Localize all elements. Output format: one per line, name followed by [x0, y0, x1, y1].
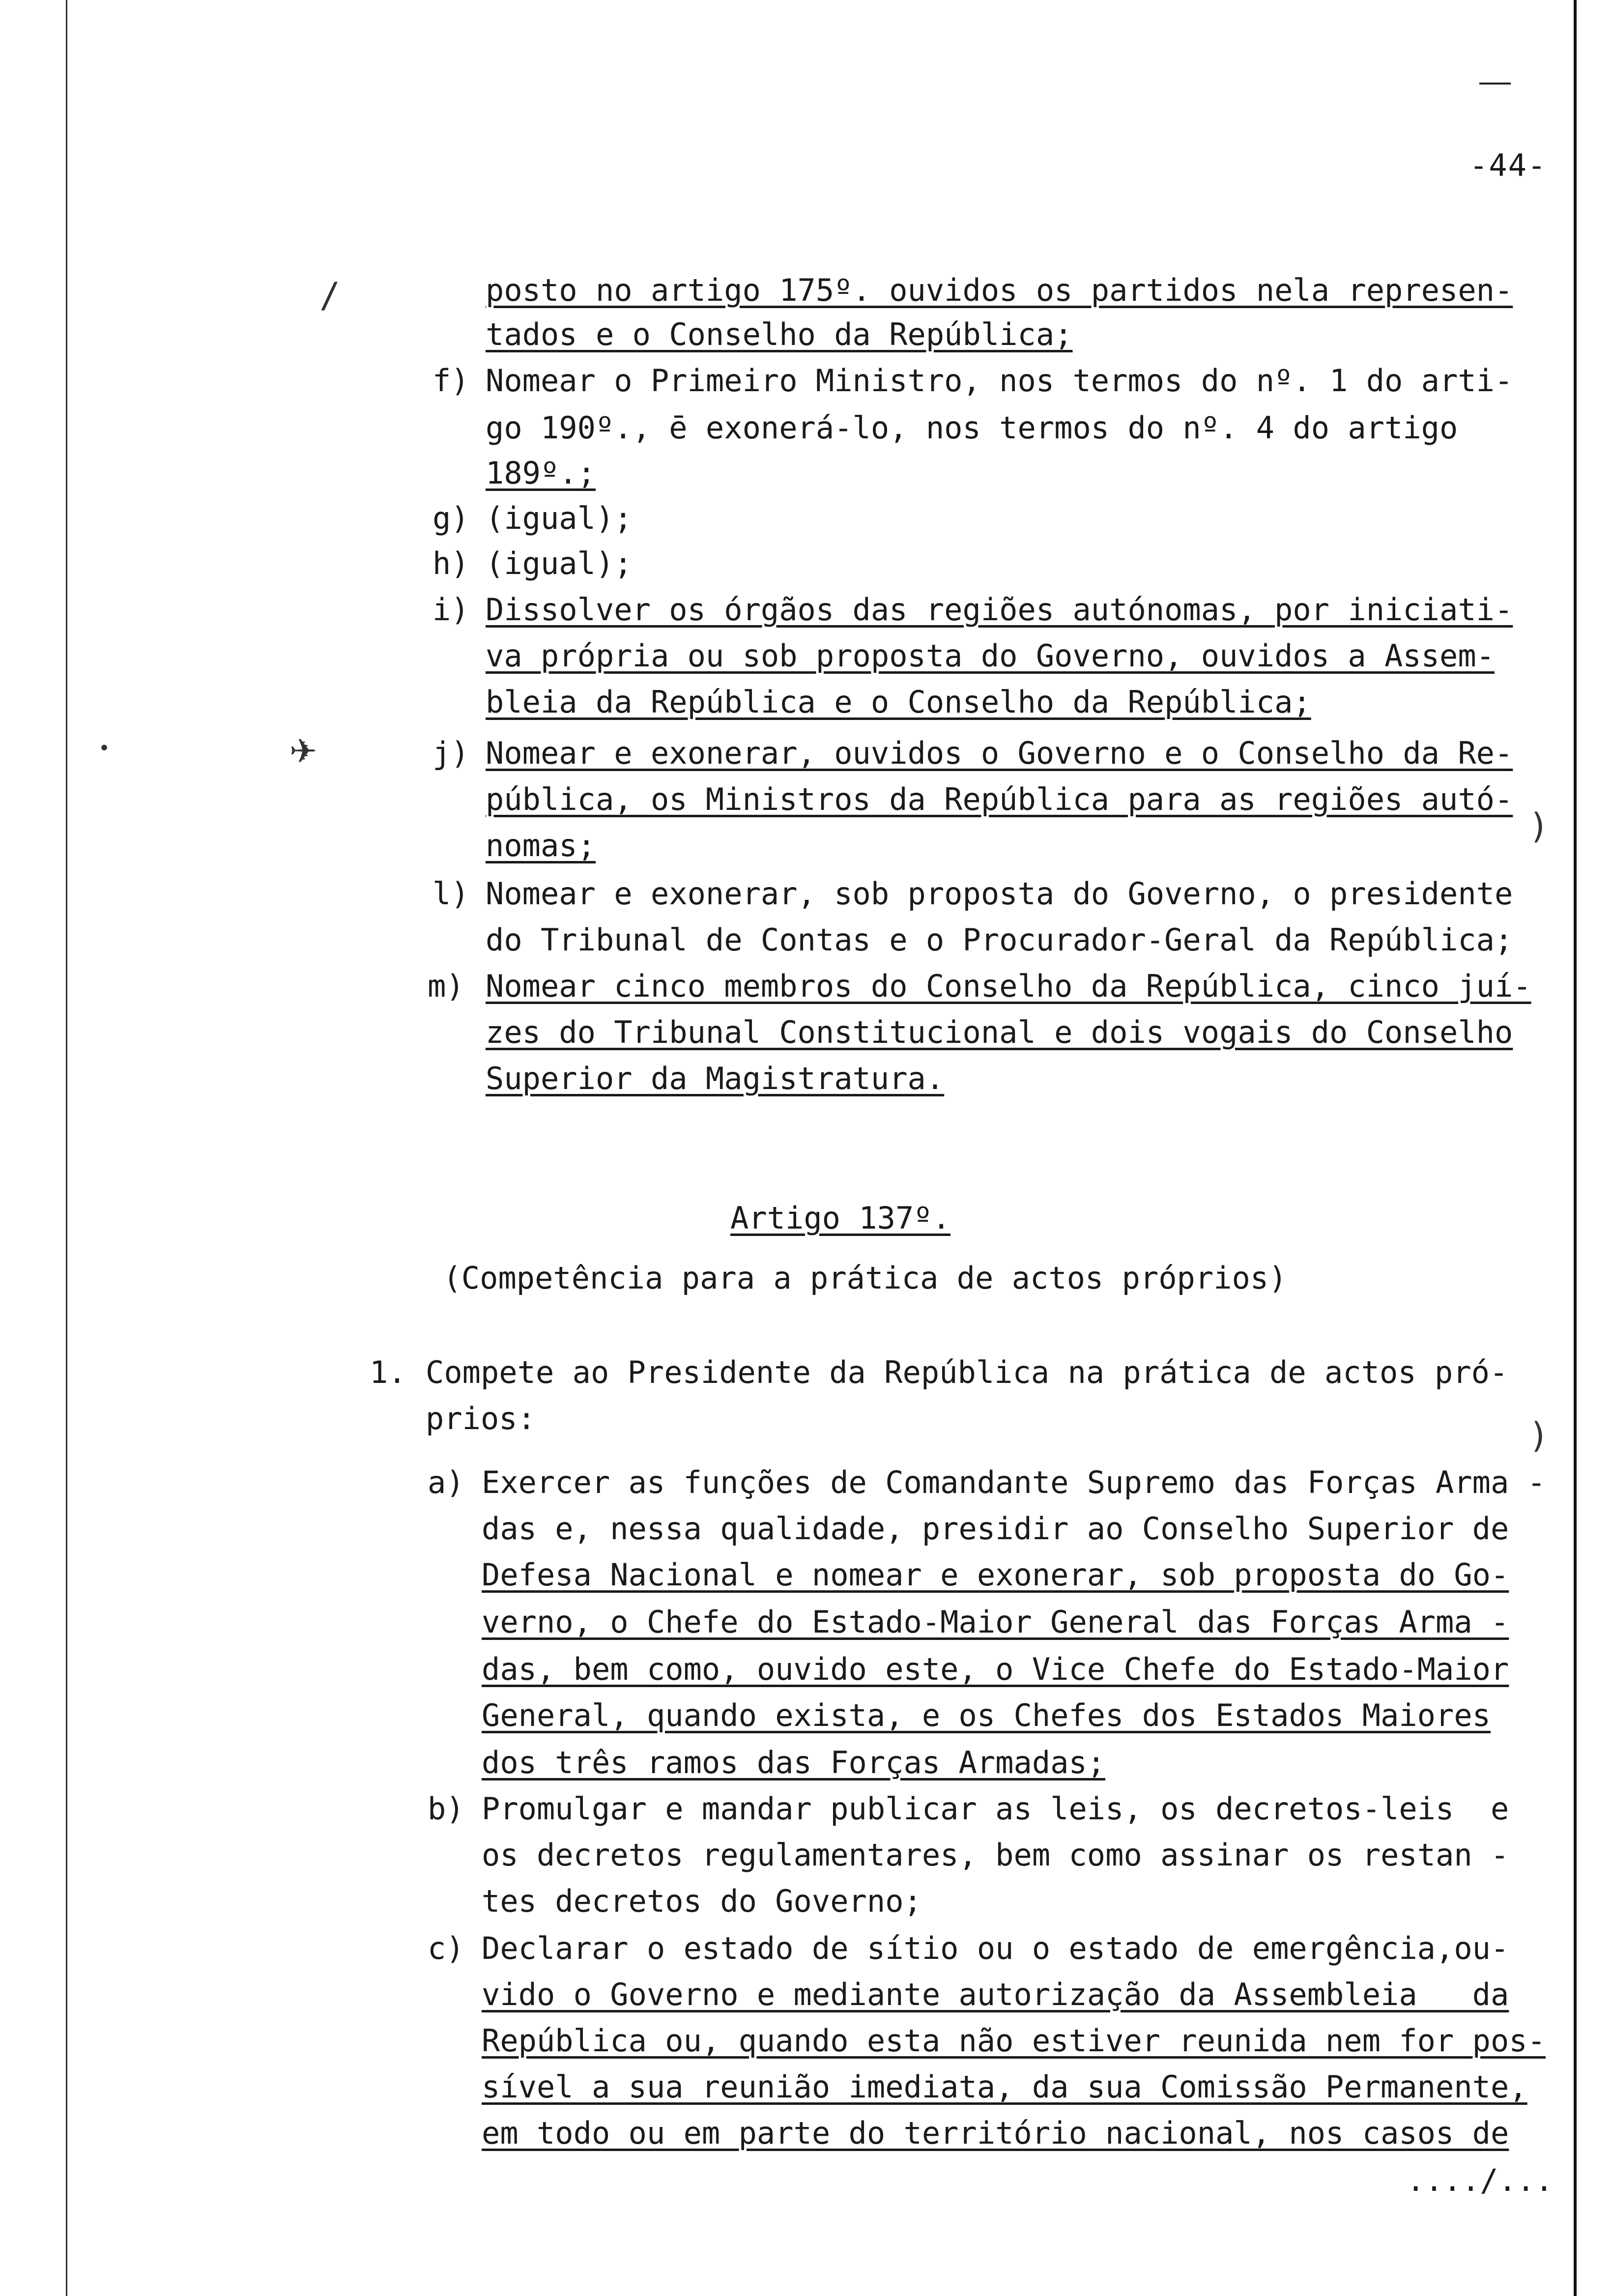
item-h-line-1: (igual);	[486, 545, 633, 581]
item-j-line-1: Nomear e exonerar, ouvidos o Governo e o Conselho da Re-	[486, 735, 1513, 771]
margin-paren-mark: )	[1528, 806, 1550, 846]
item-i-line-2: va própria ou sob proposta do Governo, ouvidos a Assem-	[486, 638, 1495, 674]
item-f-line-3: 189º.;	[486, 455, 596, 491]
margin-paren-mark-2: )	[1528, 1415, 1550, 1456]
page-number: -44-	[1469, 147, 1547, 183]
item-c-line-3: República ou, quando esta não estiver reunida nem for pos-	[482, 2023, 1546, 2059]
page-left-edge	[66, 0, 67, 2296]
top-line-2: tados e o Conselho da República;	[486, 316, 1073, 352]
item-j-line-2: pública, os Ministros da República para as regiões autó-	[486, 781, 1513, 817]
margin-dot-mark: •	[98, 737, 111, 760]
item-c-line-5: em todo ou em parte do território nacional, nos casos de	[482, 2115, 1509, 2151]
item-marker-b: b)	[428, 1791, 464, 1827]
item-g-line-1: (igual);	[486, 500, 633, 536]
item-f-line-1: Nomear o Primeiro Ministro, nos termos do nº. 1 do arti-	[486, 363, 1513, 399]
paragraph-marker-1: 1.	[370, 1354, 406, 1390]
item-marker-a: a)	[428, 1464, 464, 1500]
margin-arrow-mark: ✈	[290, 722, 317, 774]
top-dash-mark	[1479, 83, 1511, 85]
article-title: Artigo 137º.	[730, 1200, 950, 1236]
item-a-line-3: Defesa Nacional e nomear e exonerar, sob proposta do Go-	[482, 1557, 1509, 1593]
margin-tick-mark: /	[319, 275, 341, 316]
item-b-line-1: Promulgar e mandar publicar as leis, os decretos-leis e	[482, 1791, 1509, 1827]
page-right-edge	[1574, 0, 1577, 2296]
item-a-line-1: Exercer as funções de Comandante Supremo das Forças Arma -	[482, 1464, 1546, 1500]
item-marker-m: m)	[428, 968, 464, 1004]
item-a-line-6: General, quando exista, e os Chefes dos Estados Maiores	[482, 1697, 1491, 1733]
item-l-line-1: Nomear e exonerar, sob proposta do Governo, o presidente	[486, 876, 1513, 912]
item-marker-c: c)	[428, 1930, 464, 1966]
item-marker-f: f)	[432, 363, 469, 399]
paragraph-1-line-2: prios:	[426, 1401, 536, 1436]
top-line-1: posto no artigo 175º. ouvidos os partidos nela represen-	[486, 272, 1513, 308]
item-m-line-1: Nomear cinco membros do Conselho da República, cinco juí-	[486, 968, 1531, 1004]
item-m-line-2: zes do Tribunal Constitucional e dois vogais do Conselho	[486, 1014, 1513, 1050]
item-marker-i: i)	[432, 592, 469, 628]
item-m-line-3: Superior da Magistratura.	[486, 1061, 945, 1096]
item-marker-l: l)	[432, 876, 469, 912]
continuation-marker: ..../...	[1407, 2162, 1554, 2198]
item-a-line-5: das, bem como, ouvido este, o Vice Chefe do Estado-Maior	[482, 1651, 1509, 1687]
item-marker-g: g)	[432, 500, 469, 536]
item-i-line-3: bleia da República e o Conselho da República;	[486, 684, 1311, 720]
item-marker-h: h)	[432, 545, 469, 581]
item-a-line-2: das e, nessa qualidade, presidir ao Conselho Superior de	[482, 1511, 1509, 1547]
item-l-line-2: do Tribunal de Contas e o Procurador-Geral da República;	[486, 922, 1513, 958]
item-marker-j: j)	[432, 735, 469, 771]
paragraph-1-line-1: Compete ao Presidente da República na prática de actos pró-	[426, 1354, 1508, 1390]
article-subtitle: (Competência para a prática de actos próprios)	[443, 1260, 1287, 1296]
item-f-line-2: go 190º., ē exonerá-lo, nos termos do nº. 4 do artigo	[486, 410, 1458, 446]
item-i-line-1: Dissolver os órgãos das regiões autónomas, por iniciati-	[486, 592, 1513, 628]
item-b-line-3: tes decretos do Governo;	[482, 1883, 922, 1919]
item-j-line-3: nomas;	[486, 828, 596, 863]
item-a-line-4: verno, o Chefe do Estado-Maior General das Forças Arma -	[482, 1604, 1509, 1640]
item-a-line-7: dos três ramos das Forças Armadas;	[482, 1745, 1106, 1780]
item-b-line-2: os decretos regulamentares, bem como assinar os restan -	[482, 1837, 1509, 1873]
item-c-line-2: vido o Governo e mediante autorização da Assembleia da	[482, 1977, 1509, 2012]
item-c-line-1: Declarar o estado de sítio ou o estado de emergência,ou-	[482, 1930, 1509, 1966]
item-c-line-4: sível a sua reunião imediata, da sua Comissão Permanente,	[482, 2069, 1527, 2105]
